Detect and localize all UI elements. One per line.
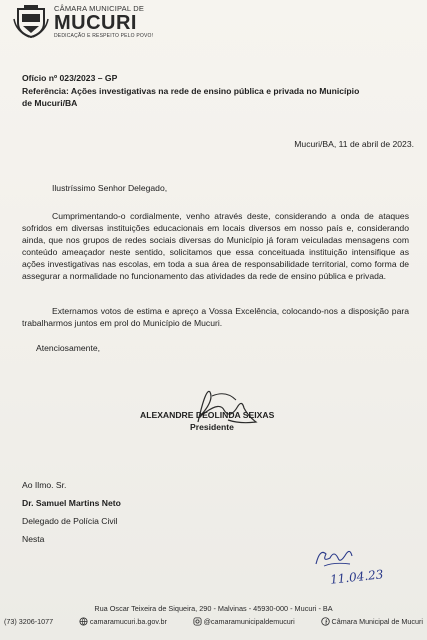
- footer-contacts: [4, 617, 423, 626]
- facebook-icon: [321, 617, 330, 626]
- body-paragraph-2: Externamos votos de estima e apreço a Vossa Excelência, colocando-nos a disposição para trabalharmos juntos em prol do Município de Mucuri.: [22, 306, 409, 328]
- footer-phone: (73) 3206-1077: [4, 617, 54, 626]
- brand-name: MUCURI: [54, 11, 137, 34]
- globe-icon: [79, 617, 88, 626]
- footer-address: Rua Oscar Teixeira de Siqueira, 290 - Malvinas - 45930-000 - Mucuri - BA: [94, 604, 333, 613]
- letterhead: [12, 4, 153, 40]
- footer-instagram: @camaramunicipaldemucuri: [193, 617, 295, 626]
- brand-block: [54, 5, 153, 39]
- salutation: Ilustríssimo Senhor Delegado,: [52, 183, 168, 193]
- instagram-icon: [193, 617, 202, 626]
- letter-date: Mucuri/BA, 11 de abril de 2023.: [294, 139, 414, 149]
- footer-facebook: Câmara Municipal de Mucuri: [321, 617, 423, 626]
- recipient-name: Dr. Samuel Martins Neto: [22, 498, 121, 508]
- received-handwritten-note: [310, 540, 400, 590]
- recipient-role: Delegado de Polícia Civil: [22, 516, 118, 526]
- signer-title: Presidente: [190, 422, 234, 432]
- body-paragraph-1: Cumprimentando-o cordialmente, venho através deste, considerando a onda de ataques sofridos em diversas instituições educacionais em locais diversos em nosso país e, considerando ainda, que nos grupos de redes sociais diversas do Município já foram veiculadas mensagens com conteúdo ameaçador neste sentido, solicitamos que essa conceituada instituição intensifique as ações investigativas nas escolas, em toda a sua área de responsabilidade territorial, como forma de assegurar a normalidade no funcionamento das atividades da rede de ensino pública e privada.: [22, 211, 409, 281]
- received-date-note: 11.04.23: [329, 567, 385, 587]
- brand-top-line: CÂMARA MUNICIPAL DE: [54, 4, 145, 14]
- recipient-greeting: Ao Ilmo. Sr.: [22, 480, 67, 490]
- closing: Atenciosamente,: [36, 343, 101, 353]
- reference-line-1: Referência: Ações investigativas na rede de ensino pública e privada no Município: [22, 86, 360, 96]
- brand-slogan: DEDICAÇÃO E RESPEITO PELO POVO!: [54, 32, 154, 39]
- municipal-crest-logo: [12, 5, 50, 39]
- letter-number: Ofício nº 023/2023 – GP: [22, 73, 118, 83]
- footer-website: camaramucuri.ba.gov.br: [79, 617, 167, 626]
- reference-line-2: de Mucuri/BA: [22, 98, 78, 108]
- recipient-place: Nesta: [22, 534, 45, 544]
- signer-name: ALEXANDRE DEOLINDA SEIXAS: [140, 410, 275, 420]
